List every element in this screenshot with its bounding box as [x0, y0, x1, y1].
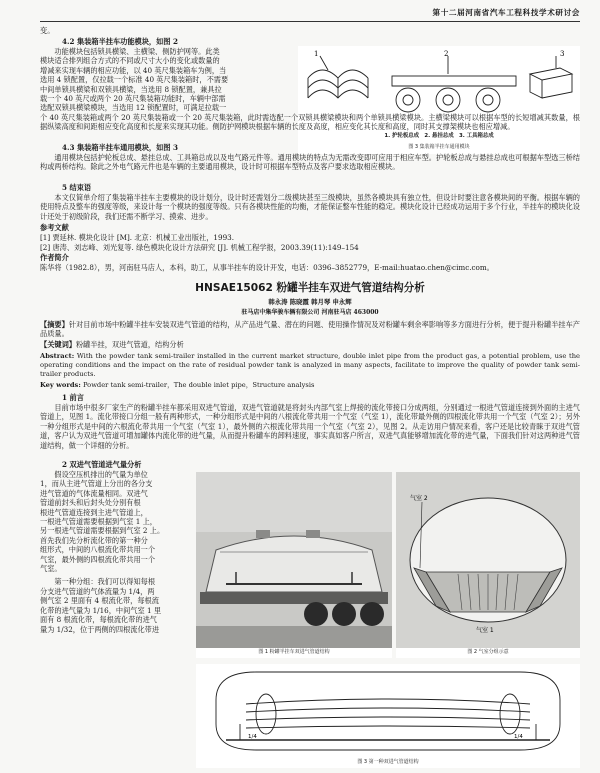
chamber-2-label: 气室 2 — [410, 495, 428, 502]
keywords-en-label: Key words: — [40, 381, 81, 389]
wheel — [360, 602, 384, 626]
figure-1-caption: 图 1 粉罐半挂车双进气管道结构 — [258, 649, 330, 655]
reference-2: [2] 唐涛、刘志峰、刘光复等. 绿色模块化设计方法研究 [J]. 机械工程学报，2003.39(11):149–154 — [40, 243, 359, 252]
article-title: HNSAE15062 粉罐半挂车双进气管道结构分析 — [195, 282, 425, 294]
text-line: 1，而从主进气管道上分出的各分支 — [40, 479, 153, 489]
manhole — [256, 530, 270, 538]
section-4-3-heading: 4.3 集装箱半挂车通用模块，如图 3 — [62, 143, 178, 152]
article-affiliation: 驻马店中集华骏车辆有限公司 河南驻马店 463000 — [241, 309, 379, 316]
front-chamber — [256, 694, 276, 734]
abstract-cn — [40, 320, 580, 339]
section-5-heading: 5 结束语 — [62, 183, 92, 192]
chassis — [200, 592, 388, 604]
text-line: 另一根进气管道需要根据到气室 2 上。 — [40, 526, 165, 536]
text-line: 根进气管道连接到主进气管道上， — [40, 507, 148, 517]
fluidizing-line — [246, 717, 530, 720]
figure-2-caption: 图 2 气室分组示意 — [467, 649, 509, 655]
section-2-heading: 2 双进气管道进气量分析 — [62, 460, 142, 469]
fender-outline — [308, 70, 368, 78]
ground — [196, 626, 392, 648]
text-line: 侧气室 2 里面有 4 根流化带，每根流 — [40, 596, 159, 606]
section-2-column-text — [40, 470, 188, 634]
wheel-hub — [483, 95, 493, 105]
flow-label-rear: 1/4 — [514, 734, 523, 740]
pipe-layout-drawing — [196, 664, 580, 758]
text-line: 面有 8 根流化带，每根流化带的进气 — [40, 615, 157, 625]
abstract-label: 【摘要】 — [40, 320, 69, 329]
text-line: 第一种分组：我们可以得知每根 — [54, 577, 156, 587]
reference-1: [1] 贾延林. 模块化设计 [M]. 北京：机械工业出版社，1993. — [40, 233, 234, 242]
fluidizing-line — [246, 708, 530, 712]
wheel — [436, 88, 460, 112]
wheel-hub — [403, 95, 413, 105]
text-line: 假设空压机排出的气量为单位 — [54, 470, 148, 479]
figure-3-caption: 图 3 第一种双进气管道结构 — [357, 759, 419, 765]
figure-caption: 图 3 集装箱半挂车通用模块 — [408, 144, 470, 150]
text-line: 中间单锁具横梁和双锁具横梁，当选用 8 锁配置，兼具拉 — [40, 84, 222, 94]
text-line: 管道前封头和后封头处分别有根 — [40, 498, 141, 508]
fluidizing-line — [246, 726, 530, 728]
keywords-en — [40, 381, 580, 390]
abstract-text: 针对目前市场中粉罐半挂车安装双进气管道的结构，从产品进气量、潜在的问题、使用操作情况及对粉罐车剩余率影响等多方面进行分析，便于提升粉罐半挂车产品质量。 — [40, 320, 580, 339]
text-line: 载一个 40 英尺或两个 20 英尺集装箱功能时，车辆中部需 — [40, 94, 226, 104]
wheel — [332, 602, 356, 626]
figure-2 — [396, 472, 580, 658]
figure-general-modules — [298, 46, 580, 154]
keywords-en-text: Powder tank semi-trailer，The double inlet pipe，Structure analysis — [82, 381, 315, 389]
text-line: 化带的进气量为 1/16，中间气室 1 里 — [40, 605, 162, 615]
wheel-hub — [443, 95, 453, 105]
rear-chamber — [500, 694, 520, 734]
photo-sky — [196, 472, 392, 532]
text-line: 组形式，中间的八根流化带共用一个 — [40, 545, 156, 555]
fig-label-3: 3 — [560, 50, 565, 58]
tanker-photo — [196, 472, 392, 648]
text-line: 选用 4 锁配置，仅拉载一个标准 40 英尺集装箱时，不需要 — [40, 75, 229, 85]
author-bio-heading: 作者简介 — [40, 253, 69, 262]
section-1-heading: 1 前言 — [62, 393, 84, 402]
text-line: 气室，最外侧的四根流化带共用一个 — [40, 554, 156, 564]
section-4-2-full-text: 个 40 英尺集装箱或两个 20 英尺集装箱或一个 20 英尺集装箱，此时需选配一个双锁具横梁模块和两个单锁具横梁模块。主横梁模块可以根据车型的长短增减其数量，根据纵梁高度和间距相应变化高度和长度来实现其功能。侧防护网模块根据车辆的长度及高度，相应变化其长度和高度，同时其支撑架模块也相应增减。 — [40, 113, 580, 132]
manhole — [306, 530, 320, 538]
chamber-sketch — [396, 472, 580, 648]
fluidizing-line — [246, 699, 530, 704]
text-line: 气室。 — [40, 564, 62, 574]
text-line: 分支进气管道的气体流量为 1/4，两 — [40, 586, 155, 596]
keywords-label: 【关键词】 — [40, 340, 76, 349]
running-header: 第十二届河南省汽车工程科技学术研讨会 — [432, 8, 580, 17]
fig-label-2: 2 — [444, 50, 449, 58]
section-4-3-text: 通用模块包括护轮板总成、悬挂总成、工具箱总成以及电气路元件等。通用模块的特点为无需改变即可应用于相应车型。护轮板总成与悬挂总成也可根据车型选三桥结构或两桥结构。除此之外电气路元件也是车辆的主要通用模块，设计时可根据车型特点及客户要求选取相应模块。 — [40, 153, 580, 172]
abstract-en — [40, 352, 580, 379]
section-4-2-heading: 4.2 集装箱半挂车功能模块，如图 2 — [62, 37, 178, 46]
wheel — [304, 602, 328, 626]
figure-3 — [196, 664, 580, 768]
article-authors: 韩永涛 陈晓霞 韩月琴 申永辉 — [268, 298, 352, 306]
figure-legend: 1. 护轮板总成 2. 悬挂总成 3. 工具箱总成 — [384, 133, 494, 139]
suspension-frame — [392, 76, 516, 86]
text-line: 进气管道的气体流量相同。双进气 — [40, 488, 148, 498]
text-line: 选配双锁具横梁模块，当选用 12 锁配置时，可满足拉载一 — [40, 103, 227, 113]
references-heading: 参考文献 — [40, 223, 69, 232]
section-1-text: 目前市场中很多厂家生产的粉罐半挂车都采用双进气管道，双进气管道就是将封头内部气室上焊接的流化带接口分成两组，分别通过一根进气管道连接到外面的主进气管道上，见图 1。流化带接口分组一般有两种形式，一种分组形式是中间的八根流化带共用一个气室（气室 1），流化带最外侧的四根流化带共用一个气室（气室 2）；另外一种分组形式是中间的六根流化带共用一个气室（气室 1），最外侧的六根流化带共用一个气室（气室 2），见图 2。从走访用户情况来看，客户还是比较青睐于双进气管道，客户认为双进气管道可增加罐体内流化带的进气量，从而提升粉罐车的卸料速度，事实真如客户所言，双进气真能够增加流化带的进气量，下面我们针对这两种进气管道结构，做一个详细的分析。 — [40, 403, 580, 450]
keywords-text: 粉罐半挂，双进气管道，结构分析 — [75, 340, 184, 349]
text-line: 首先我们先分析流化带的第一种分 — [40, 535, 148, 545]
author-bio: 陈华将（1982.8），男，河南驻马店人，本科，助工，从事半挂车的设计开发，电话：0396–3852779，E-mail:huatao.chen@cimc.com。 — [40, 263, 494, 272]
text-line: 一根进气管道需要根据到气室 1 上， — [40, 517, 157, 527]
text-line: 模块适合排列组合方式的不同或尺寸大小的变化或数量的 — [40, 56, 220, 66]
section-5-text: 本文仅简单介绍了集装箱半挂车主要模块的设计划分，设计时还需划分二级模块甚至三级模块，虽然各模块具有独立性，但设计时要注意各模块间的平衡。根据车辆的使用特点及整车的强度等级，来设计每一个模块的强度等级。只有各模块性能的均衡，才能保证整车性能的稳定。模块化设计已经成功运用于多个行业，半挂车的模块化设计还处于初级阶段，我们还需不断学习、摸索、进步。 — [40, 193, 580, 221]
carry-over-text: 变。 — [40, 26, 55, 35]
header-rule — [40, 21, 580, 22]
text-line: 功能模块包括锁具横梁、主横梁、侧防护网等。此类 — [54, 47, 220, 56]
leader-line-1 — [320, 56, 328, 70]
toolbox-top — [530, 68, 572, 80]
keywords-cn — [40, 340, 580, 349]
text-line: 量为 1/32，位于两侧的四根流化带进 — [40, 624, 160, 634]
flow-label-front: 1/4 — [248, 734, 257, 740]
text-line: 增减来实现车辆的相应功能，以 40 英尺集装箱车为例，当 — [40, 65, 227, 75]
wheel — [396, 88, 420, 112]
figure-1 — [196, 472, 392, 658]
chamber-1-label: 气室 1 — [476, 627, 494, 634]
fig-label-1: 1 — [314, 50, 319, 58]
wheel — [476, 88, 500, 112]
abstract-en-label: Abstract: — [40, 352, 75, 360]
abstract-en-text: With the powder tank semi-trailer installed in the current market structure, double inlet pipe from the product gas, a potential problem, use the operating conditions and the impact on the rate of residual powder tank is analyzed in many aspects, facilitate to improve the quality of powder tank semi-trailer products. — [40, 352, 580, 378]
section-4-2-narrow-text — [40, 47, 292, 113]
